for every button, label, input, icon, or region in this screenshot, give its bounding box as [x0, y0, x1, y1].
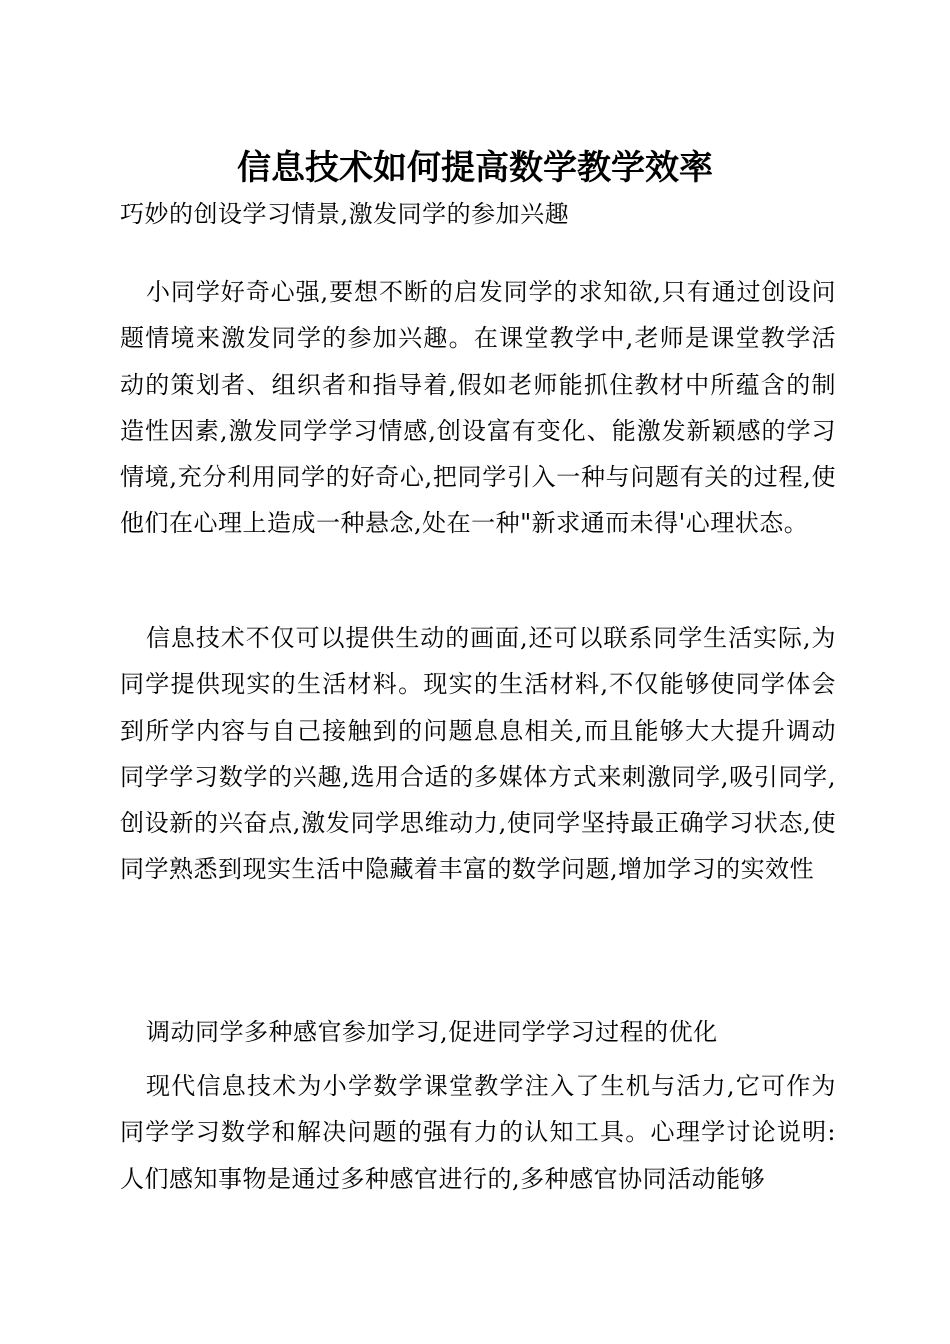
section-heading: 巧妙的创设学习情景,激发同学的参加兴趣 [120, 200, 570, 228]
section-heading: 调动同学多种感官参加学习,促进同学学习过程的优化 [146, 1018, 718, 1046]
paragraph: 信息技术不仅可以提供生动的画面,还可以联系同学生活实际,为同学提供现实的生活材料。现实的生活材料,不仅能够使同学体会到所学内容与自己接触到的问题息息相关,而且能够大大提升调动同学学习数学的兴趣,选用合适的多媒体方式来刺激同学,吸引同学,创设新的兴奋点,激发同学思维动力,使同学坚持最正确学习状态,使同学熟悉到现实生活中隐藏着丰富的数学问题,增加学习的实效性 [120, 624, 836, 884]
document-title: 信息技术如何提高数学教学效率 [237, 148, 713, 188]
paragraph: 小同学好奇心强,要想不断的启发同学的求知欲,只有通过创设问题情境来激发同学的参加兴趣。在课堂教学中,老师是课堂教学活动的策划者、组织者和指导着,假如老师能抓住教材中所蕴含的制造性因素,激发同学学习情感,创设富有变化、能激发新颖感的学习情境,充分利用同学的好奇心,把同学引入一种与问题有关的过程,使他们在心理上造成一种悬念,处在一种"新求通而未得'心理状态。 [120, 278, 836, 538]
paragraph: 现代信息技术为小学数学课堂教学注入了生机与活力,它可作为同学学习数学和解决问题的强有力的认知工具。心理学讨论说明:人们感知事物是通过多种感官进行的,多种感官协同活动能够 [120, 1072, 836, 1193]
